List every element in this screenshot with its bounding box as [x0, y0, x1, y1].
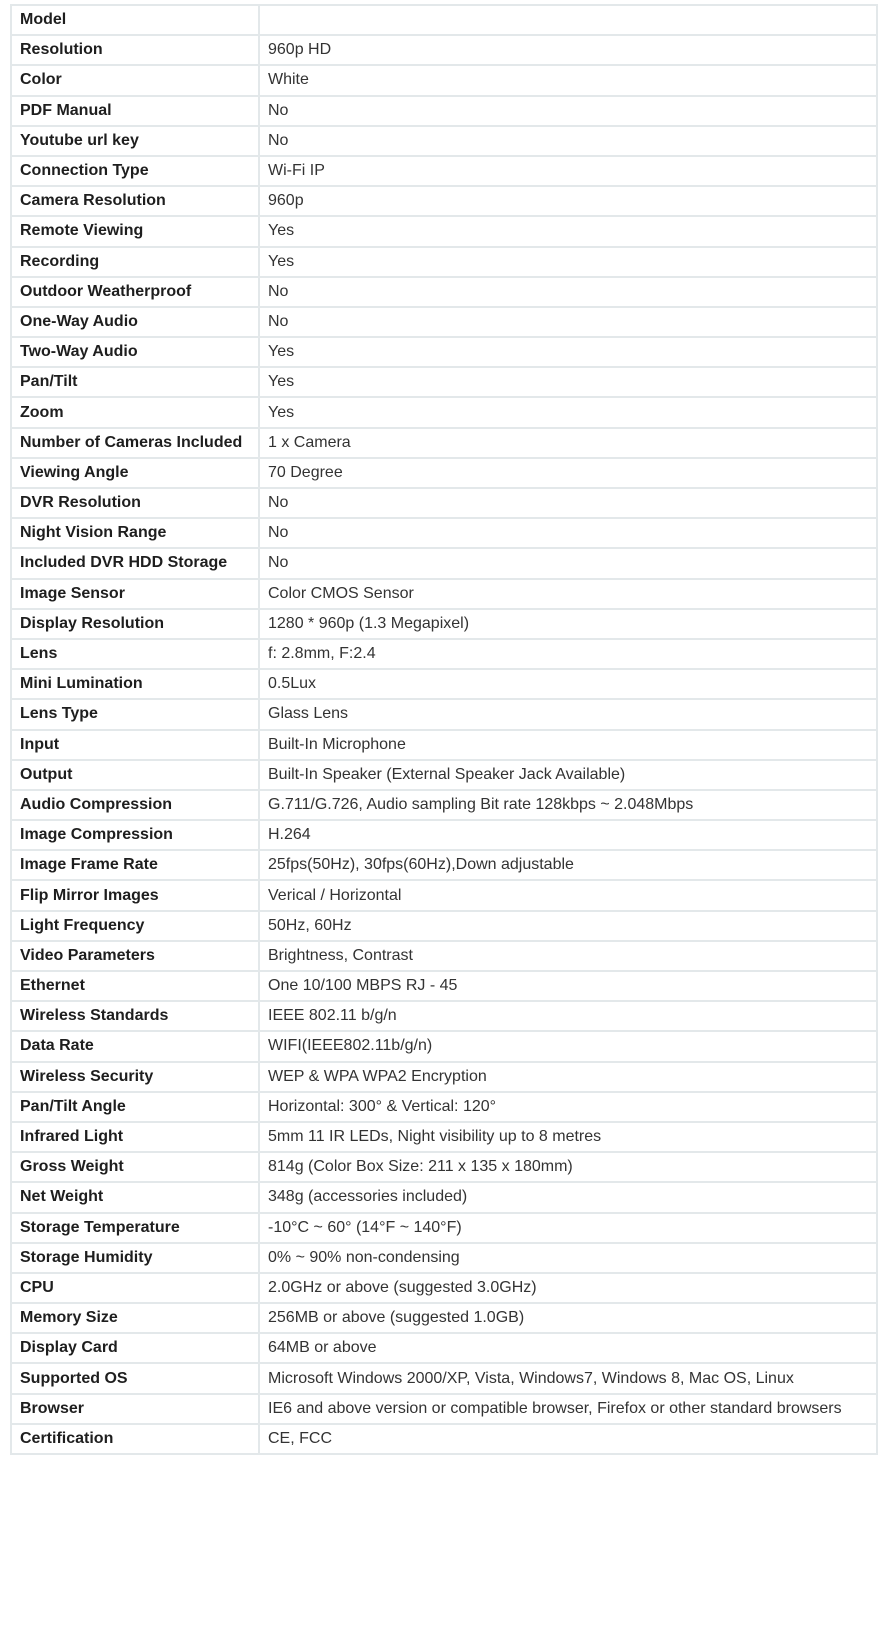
spec-row: [11, 548, 877, 578]
spec-row: [11, 1273, 877, 1303]
spec-row: [11, 96, 877, 126]
spec-value: 70 Degree: [259, 458, 877, 488]
spec-row: [11, 35, 877, 65]
spec-row: [11, 880, 877, 910]
spec-value: Color CMOS Sensor: [259, 579, 877, 609]
spec-value: 0.5Lux: [259, 669, 877, 699]
spec-value: 960p HD: [259, 35, 877, 65]
spec-label: Data Rate: [11, 1031, 259, 1061]
spec-value: 1280 * 960p (1.3 Megapixel): [259, 609, 877, 639]
spec-row: [11, 639, 877, 669]
spec-label: Storage Humidity: [11, 1243, 259, 1273]
spec-label: Recording: [11, 247, 259, 277]
spec-label: Pan/Tilt: [11, 367, 259, 397]
spec-label: Night Vision Range: [11, 518, 259, 548]
spec-label: Zoom: [11, 397, 259, 427]
spec-label: Light Frequency: [11, 911, 259, 941]
spec-row: [11, 518, 877, 548]
spec-label: Youtube url key: [11, 126, 259, 156]
spec-label: Color: [11, 65, 259, 95]
spec-value: No: [259, 548, 877, 578]
spec-row: [11, 397, 877, 427]
spec-label: Wireless Security: [11, 1062, 259, 1092]
spec-label: Number of Cameras Included: [11, 428, 259, 458]
spec-value: f: 2.8mm, F:2.4: [259, 639, 877, 669]
spec-label: Certification: [11, 1424, 259, 1454]
spec-row: [11, 428, 877, 458]
spec-value: Brightness, Contrast: [259, 941, 877, 971]
spec-value: H.264: [259, 820, 877, 850]
spec-row: [11, 941, 877, 971]
spec-row: [11, 65, 877, 95]
spec-row: [11, 1333, 877, 1363]
spec-row: [11, 247, 877, 277]
spec-row: [11, 699, 877, 729]
spec-value: WIFI(IEEE802.11b/g/n): [259, 1031, 877, 1061]
spec-label: Video Parameters: [11, 941, 259, 971]
spec-value: Verical / Horizontal: [259, 880, 877, 910]
spec-label: Two-Way Audio: [11, 337, 259, 367]
spec-label: Image Sensor: [11, 579, 259, 609]
spec-value: [259, 5, 877, 35]
spec-value: No: [259, 277, 877, 307]
spec-row: [11, 790, 877, 820]
spec-value: WEP & WPA WPA2 Encryption: [259, 1062, 877, 1092]
spec-row: [11, 186, 877, 216]
spec-value: -10°C ~ 60° (14°F ~ 140°F): [259, 1213, 877, 1243]
spec-label: Ethernet: [11, 971, 259, 1001]
spec-row: [11, 1424, 877, 1454]
spec-row: [11, 1182, 877, 1212]
spec-value: 50Hz, 60Hz: [259, 911, 877, 941]
spec-label: Lens Type: [11, 699, 259, 729]
spec-value: 960p: [259, 186, 877, 216]
spec-row: [11, 730, 877, 760]
spec-label: Memory Size: [11, 1303, 259, 1333]
spec-row: [11, 1001, 877, 1031]
spec-label: Gross Weight: [11, 1152, 259, 1182]
spec-value: Yes: [259, 247, 877, 277]
spec-value: CE, FCC: [259, 1424, 877, 1454]
spec-value: Glass Lens: [259, 699, 877, 729]
spec-value: One 10/100 MBPS RJ - 45: [259, 971, 877, 1001]
spec-value: IE6 and above version or compatible browser, Firefox or other standard browsers: [259, 1394, 877, 1424]
spec-row: [11, 367, 877, 397]
spec-label: PDF Manual: [11, 96, 259, 126]
spec-label: Connection Type: [11, 156, 259, 186]
spec-value: 5mm 11 IR LEDs, Night visibility up to 8 metres: [259, 1122, 877, 1152]
spec-value: Yes: [259, 216, 877, 246]
spec-label: Supported OS: [11, 1363, 259, 1393]
spec-value: 256MB or above (suggested 1.0GB): [259, 1303, 877, 1333]
spec-label: Mini Lumination: [11, 669, 259, 699]
spec-label: Output: [11, 760, 259, 790]
spec-label: Input: [11, 730, 259, 760]
spec-row: [11, 126, 877, 156]
spec-value: Yes: [259, 337, 877, 367]
spec-row: [11, 1031, 877, 1061]
spec-value: White: [259, 65, 877, 95]
spec-label: Flip Mirror Images: [11, 880, 259, 910]
spec-value: G.711/G.726, Audio sampling Bit rate 128kbps ~ 2.048Mbps: [259, 790, 877, 820]
spec-value: 64MB or above: [259, 1333, 877, 1363]
spec-label: Viewing Angle: [11, 458, 259, 488]
spec-label: Browser: [11, 1394, 259, 1424]
spec-row: [11, 156, 877, 186]
spec-row: [11, 488, 877, 518]
spec-row: [11, 820, 877, 850]
spec-row: [11, 669, 877, 699]
spec-label: DVR Resolution: [11, 488, 259, 518]
spec-row: [11, 5, 877, 35]
spec-value: No: [259, 488, 877, 518]
spec-label: Remote Viewing: [11, 216, 259, 246]
spec-value: No: [259, 126, 877, 156]
spec-row: [11, 971, 877, 1001]
spec-value: Yes: [259, 397, 877, 427]
spec-label: Outdoor Weatherproof: [11, 277, 259, 307]
spec-label: Model: [11, 5, 259, 35]
spec-value: Yes: [259, 367, 877, 397]
spec-label: Audio Compression: [11, 790, 259, 820]
spec-label: One-Way Audio: [11, 307, 259, 337]
spec-value: 25fps(50Hz), 30fps(60Hz),Down adjustable: [259, 850, 877, 880]
spec-value: 0% ~ 90% non-condensing: [259, 1243, 877, 1273]
spec-value: Horizontal: 300° & Vertical: 120°: [259, 1092, 877, 1122]
spec-row: [11, 1092, 877, 1122]
spec-label: Pan/Tilt Angle: [11, 1092, 259, 1122]
spec-row: [11, 216, 877, 246]
spec-value: No: [259, 518, 877, 548]
spec-row: [11, 911, 877, 941]
spec-table-container: [10, 4, 878, 1455]
spec-row: [11, 1062, 877, 1092]
spec-label: Wireless Standards: [11, 1001, 259, 1031]
spec-value: 1 x Camera: [259, 428, 877, 458]
spec-label: Storage Temperature: [11, 1213, 259, 1243]
spec-table: [10, 4, 878, 1455]
spec-row: [11, 579, 877, 609]
spec-row: [11, 1394, 877, 1424]
spec-value: Wi-Fi IP: [259, 156, 877, 186]
spec-row: [11, 1122, 877, 1152]
spec-row: [11, 1243, 877, 1273]
spec-row: [11, 760, 877, 790]
spec-value: IEEE 802.11 b/g/n: [259, 1001, 877, 1031]
spec-value: 814g (Color Box Size: 211 x 135 x 180mm): [259, 1152, 877, 1182]
spec-value: Built-In Microphone: [259, 730, 877, 760]
spec-row: [11, 307, 877, 337]
spec-row: [11, 277, 877, 307]
spec-label: Display Resolution: [11, 609, 259, 639]
spec-label: Included DVR HDD Storage: [11, 548, 259, 578]
spec-row: [11, 609, 877, 639]
spec-row: [11, 1213, 877, 1243]
spec-table-body: [11, 5, 877, 1454]
spec-label: Image Compression: [11, 820, 259, 850]
spec-label: Resolution: [11, 35, 259, 65]
spec-label: Infrared Light: [11, 1122, 259, 1152]
spec-label: CPU: [11, 1273, 259, 1303]
spec-label: Display Card: [11, 1333, 259, 1363]
spec-value: Microsoft Windows 2000/XP, Vista, Windows7, Windows 8, Mac OS, Linux: [259, 1363, 877, 1393]
spec-value: No: [259, 96, 877, 126]
spec-value: 2.0GHz or above (suggested 3.0GHz): [259, 1273, 877, 1303]
spec-row: [11, 1152, 877, 1182]
spec-label: Lens: [11, 639, 259, 669]
spec-label: Image Frame Rate: [11, 850, 259, 880]
spec-value: Built-In Speaker (External Speaker Jack Available): [259, 760, 877, 790]
spec-row: [11, 458, 877, 488]
spec-row: [11, 1303, 877, 1333]
spec-value: 348g (accessories included): [259, 1182, 877, 1212]
spec-label: Camera Resolution: [11, 186, 259, 216]
spec-row: [11, 1363, 877, 1393]
spec-row: [11, 337, 877, 367]
spec-row: [11, 850, 877, 880]
spec-value: No: [259, 307, 877, 337]
spec-label: Net Weight: [11, 1182, 259, 1212]
